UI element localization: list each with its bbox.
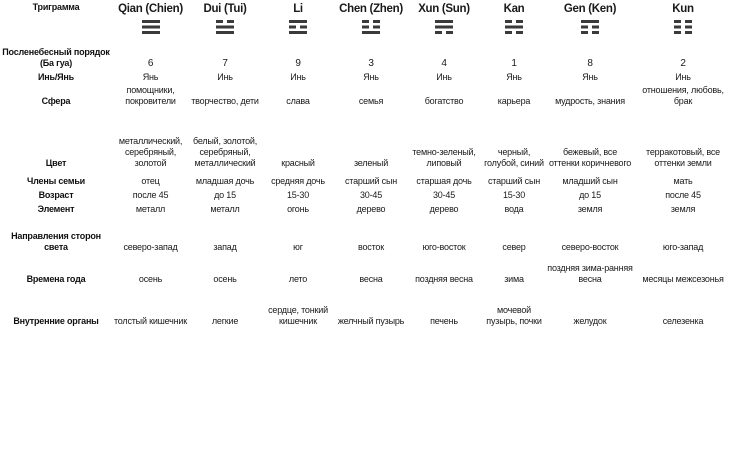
row-label-age: Возраст <box>38 190 74 200</box>
cell-age-gen: до 15 <box>579 190 601 200</box>
cell-sphere-gen: мудрость, знания <box>555 96 625 106</box>
cell-bagua-dui: 7 <box>222 58 228 69</box>
row-bagua-order <box>0 38 733 69</box>
cell-organs-qian: толстый кишечник <box>113 316 187 326</box>
cell-color-li: красный <box>281 158 315 168</box>
cell-sphere-qian: помощники, покровители <box>125 85 176 106</box>
cell-sphere-dui: творчество, дети <box>191 96 259 106</box>
trigram-xun-icon <box>435 20 453 34</box>
col-header-li: Li <box>293 3 303 15</box>
cell-sphere-chen: семья <box>358 96 384 106</box>
cell-bagua-kan: 1 <box>511 58 517 69</box>
cell-season-qian: осень <box>138 274 163 284</box>
cell-organs-kan: мочевой пузырь, почки <box>486 305 542 326</box>
cell-sphere-kun: отношения, любовь, брак <box>642 85 724 106</box>
cell-color-kan: черный, голубой, синий <box>484 147 544 168</box>
cell-age-dui: до 15 <box>214 190 236 200</box>
cell-family-kan: старший сын <box>487 176 541 186</box>
cell-organs-li: сердце, тонкий кишечник <box>268 305 328 326</box>
header-row <box>0 0 733 38</box>
cell-bagua-gen: 8 <box>587 58 593 69</box>
cell-season-xun: поздняя весна <box>415 274 473 284</box>
row-label-season: Времена года <box>26 274 86 284</box>
cell-direction-dui: запад <box>213 242 237 252</box>
cell-color-kun: терракотовый, все оттенки земли <box>646 147 720 168</box>
cell-yinyang-xun: Инь <box>436 72 452 82</box>
col-header-xun: Xun (Sun) <box>418 3 470 15</box>
col-header-kun: Kun <box>672 3 694 15</box>
trigram-chen-icon <box>362 20 380 34</box>
row-label-color: Цвет <box>45 158 67 168</box>
trigram-gen-icon <box>581 20 599 34</box>
cell-element-kan: вода <box>504 204 524 214</box>
trigram-dui-icon <box>216 20 234 34</box>
cell-element-dui: металл <box>210 204 240 214</box>
cell-family-qian: отец <box>141 176 160 186</box>
cell-color-dui: белый, золотой, серебряный, металлический <box>192 136 258 168</box>
cell-direction-gen: северо-восток <box>561 242 619 252</box>
row-label-sphere: Сфера <box>41 96 71 106</box>
col-header-qian: Qian (Chien) <box>118 3 183 15</box>
row-direction <box>0 215 733 253</box>
cell-color-gen: бежевый, все оттенки коричневого <box>548 147 632 168</box>
col-li <box>261 0 335 38</box>
row-label-direction: Направления сторон света <box>11 231 101 252</box>
cell-color-chen: зеленый <box>353 158 389 168</box>
row-age <box>0 187 733 201</box>
col-header-gen: Gen (Ken) <box>563 3 617 15</box>
row-label-bagua: Посленебесный порядок (Ба гуа) <box>2 47 110 68</box>
col-kun <box>633 0 733 38</box>
row-element <box>0 201 733 215</box>
row-color <box>0 107 733 169</box>
row-season <box>0 253 733 285</box>
cell-direction-xun: юго-восток <box>422 242 466 252</box>
cell-element-kun: земля <box>670 204 696 214</box>
trigram-li-icon <box>289 20 307 34</box>
cell-sphere-kan: карьера <box>497 96 531 106</box>
cell-season-chen: весна <box>359 274 383 284</box>
row-yin-yang <box>0 69 733 83</box>
trigram-kun-icon <box>674 20 692 34</box>
cell-bagua-qian: 6 <box>147 58 154 69</box>
cell-direction-qian: северо-запад <box>123 242 178 252</box>
cell-sphere-xun: богатство <box>424 96 464 106</box>
cell-color-qian: металлический, серебряный, золотой <box>118 136 183 168</box>
col-qian <box>112 0 189 38</box>
col-chen <box>335 0 407 38</box>
cell-age-kan: 15-30 <box>502 190 526 200</box>
cell-family-gen: младший сын <box>562 176 618 186</box>
cell-bagua-li: 9 <box>295 58 301 69</box>
cell-direction-chen: восток <box>358 242 384 252</box>
cell-organs-xun: печень <box>430 316 458 326</box>
cell-element-xun: дерево <box>429 204 459 214</box>
col-gen <box>547 0 633 38</box>
cell-family-kun: мать <box>673 176 693 186</box>
cell-yinyang-qian: Янь <box>142 72 159 82</box>
cell-season-kun: месяцы межсезонья <box>642 274 724 284</box>
row-label-element: Элемент <box>37 204 75 214</box>
cell-yinyang-kun: Инь <box>675 72 691 82</box>
col-xun <box>407 0 481 38</box>
cell-yinyang-kan: Янь <box>506 72 522 82</box>
cell-family-chen: старший сын <box>344 176 398 186</box>
cell-yinyang-chen: Янь <box>363 72 379 82</box>
cell-organs-dui: легкие <box>211 316 239 326</box>
cell-age-li: 15-30 <box>286 190 310 200</box>
row-organs <box>0 285 733 327</box>
cell-age-kun: после 45 <box>665 190 701 200</box>
row-family <box>0 169 733 187</box>
row-label-yinyang: Инь/Янь <box>38 72 74 82</box>
cell-direction-kun: юго-запад <box>662 242 704 252</box>
cell-season-kan: зима <box>504 274 524 284</box>
row-label-organs: Внутренние органы <box>13 316 99 326</box>
cell-direction-kan: север <box>502 242 526 252</box>
col-header-dui: Dui (Tui) <box>203 3 247 15</box>
col-dui <box>189 0 261 38</box>
cell-element-qian: металл <box>135 204 166 214</box>
cell-family-xun: старшая дочь <box>416 176 472 186</box>
corner-header: Триграмма <box>32 2 80 12</box>
cell-age-chen: 30-45 <box>359 190 383 200</box>
cell-yinyang-dui: Инь <box>217 72 233 82</box>
cell-direction-li: юг <box>293 242 303 252</box>
cell-age-qian: после 45 <box>132 190 169 200</box>
cell-yinyang-li: Инь <box>290 72 306 82</box>
cell-age-xun: 30-45 <box>432 190 456 200</box>
trigram-qian-icon <box>142 20 160 34</box>
cell-bagua-xun: 4 <box>441 58 447 69</box>
cell-sphere-li: слава <box>286 96 310 106</box>
col-kan <box>481 0 547 38</box>
cell-season-gen: поздняя зима-ранняя весна <box>547 263 633 284</box>
cell-family-li: средняя дочь <box>271 176 325 186</box>
trigram-kan-icon <box>505 20 523 34</box>
cell-family-dui: младшая дочь <box>195 176 255 186</box>
col-header-kan: Kan <box>503 3 525 15</box>
cell-organs-kun: селезенка <box>662 316 704 326</box>
cell-season-li: лето <box>288 274 308 284</box>
cell-yinyang-gen: Янь <box>582 72 598 82</box>
cell-bagua-chen: 3 <box>368 58 374 69</box>
cell-organs-gen: желудок <box>573 316 607 326</box>
cell-element-chen: дерево <box>356 204 386 214</box>
row-sphere <box>0 83 733 107</box>
col-header-chen: Chen (Zhen) <box>339 3 403 15</box>
row-label-family: Члены семьи <box>27 176 85 186</box>
cell-bagua-kun: 2 <box>680 58 686 69</box>
cell-element-gen: земля <box>577 204 603 214</box>
cell-element-li: огонь <box>287 204 309 214</box>
cell-organs-chen: желчный пузырь <box>337 316 405 326</box>
cell-season-dui: осень <box>213 274 237 284</box>
cell-color-xun: темно-зеленый, липовый <box>412 147 476 168</box>
